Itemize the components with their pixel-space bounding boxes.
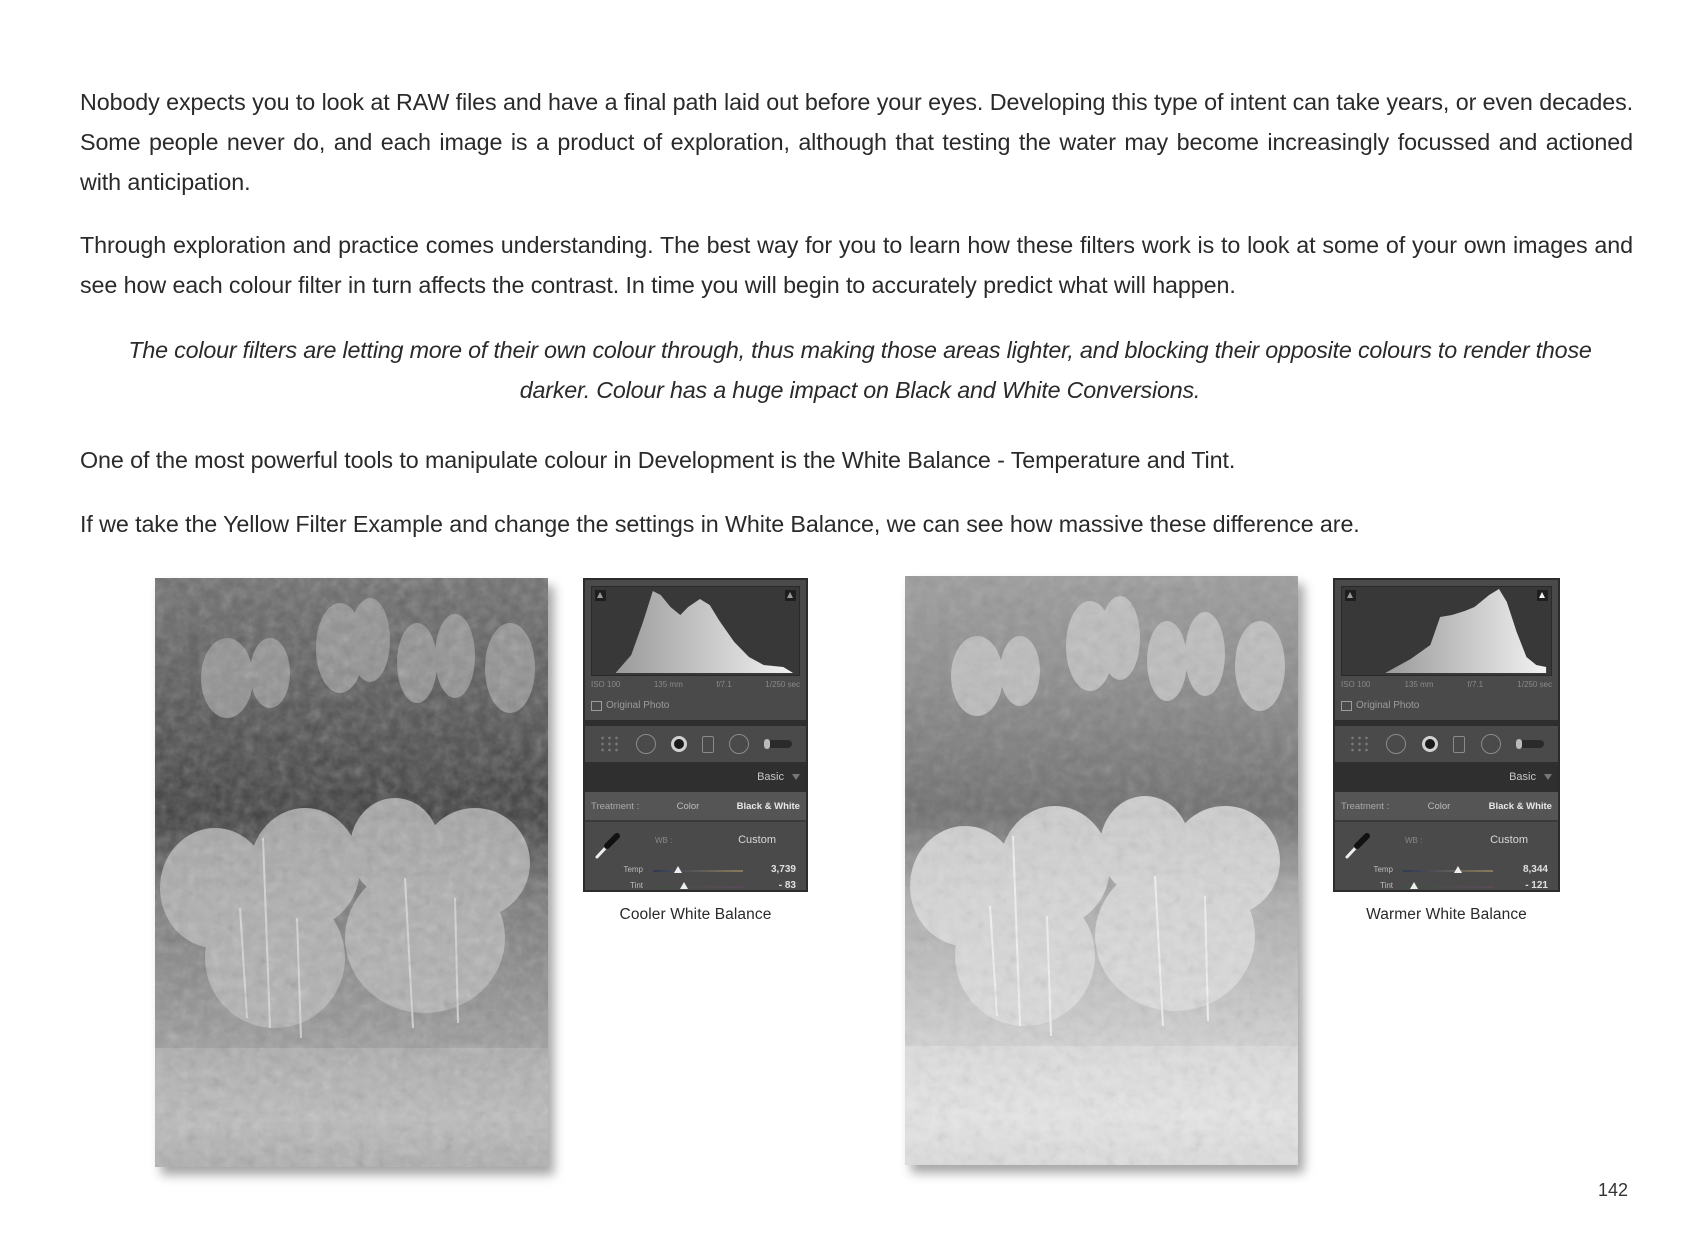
forest-photo-light xyxy=(905,576,1298,1165)
treatment-color-option[interactable]: Color xyxy=(1427,800,1451,812)
shadow-clipping-icon[interactable] xyxy=(595,590,606,601)
intro-paragraph: Nobody expects you to look at RAW files and have a final path laid out before your eyes. Developing this type of intent can take years, or even decades. Some people never do, and each image is a product of exploration, although that testing the water may become increasingly focussed and actioned with anticipation. xyxy=(80,89,1633,195)
temp-slider-row xyxy=(1335,864,1558,878)
focal-length: 135 mm xyxy=(653,680,683,689)
radial-filter-icon[interactable] xyxy=(729,734,749,754)
aperture: f/7.1 xyxy=(716,680,732,689)
exif-row xyxy=(591,680,800,694)
tint-value[interactable]: - 121 xyxy=(1525,880,1548,891)
eyedropper-icon[interactable] xyxy=(593,830,623,860)
original-photo-checkbox[interactable] xyxy=(1341,700,1419,711)
original-photo-checkbox[interactable] xyxy=(591,700,669,711)
graduated-filter-icon[interactable] xyxy=(1453,736,1465,753)
shutter-speed: 1/250 sec xyxy=(1517,680,1552,689)
warmer-caption: Warmer White Balance xyxy=(1366,906,1527,923)
temp-slider[interactable] xyxy=(1403,870,1493,872)
checkbox-icon xyxy=(1341,701,1352,711)
lightroom-develop-panel-cooler xyxy=(583,578,808,892)
focal-length: 135 mm xyxy=(1404,680,1434,689)
white-balance-controls xyxy=(1335,824,1558,890)
graduated-filter-icon[interactable] xyxy=(702,736,714,753)
eyedropper-icon[interactable] xyxy=(1343,830,1373,860)
original-photo-label: Original Photo xyxy=(1356,700,1420,711)
checkbox-icon xyxy=(591,701,602,711)
iso-value: ISO 100 xyxy=(1341,680,1371,689)
histogram xyxy=(1341,586,1552,676)
adjustment-brush-icon[interactable] xyxy=(1516,740,1544,748)
white-balance-controls xyxy=(585,824,806,890)
page-number: 142 xyxy=(1598,1180,1629,1200)
cooler-wb-photo xyxy=(155,578,548,1167)
collapse-triangle-icon xyxy=(1544,774,1552,780)
temp-slider-row xyxy=(585,864,806,878)
treatment-label: Treatment : xyxy=(591,800,640,812)
tool-strip xyxy=(1335,726,1558,762)
adjustment-brush-icon[interactable] xyxy=(764,740,792,748)
wb-preset-dropdown[interactable]: Custom xyxy=(738,834,776,846)
tint-slider-knob[interactable] xyxy=(1410,882,1418,889)
treatment-row xyxy=(585,792,806,822)
treatment-row xyxy=(1335,792,1558,822)
white-balance-paragraph: One of the most powerful tools to manipulate colour in Development is the White Balance - Temperature and Tint. xyxy=(80,447,1236,473)
tint-label: Tint xyxy=(1379,881,1393,890)
temp-slider-knob[interactable] xyxy=(1454,866,1462,873)
temp-label: Temp xyxy=(623,865,643,874)
crop-overlay-icon[interactable] xyxy=(599,735,621,753)
wb-preset-dropdown[interactable]: Custom xyxy=(1490,834,1528,846)
tint-slider[interactable] xyxy=(653,886,743,888)
basic-section-header[interactable] xyxy=(1335,762,1558,792)
temp-value[interactable]: 8,344 xyxy=(1522,864,1548,875)
treatment-bw-option[interactable]: Black & White xyxy=(1488,800,1552,812)
spot-removal-icon[interactable] xyxy=(1386,734,1406,754)
exploration-paragraph: Through exploration and practice comes understanding. The best way for you to learn how these filters work is to look at some of your own images and see how each colour filter in turn affects the contrast. In time you will begin to accurately predict what will happen. xyxy=(80,232,1633,298)
warmer-wb-photo xyxy=(905,576,1298,1165)
pull-quote: The colour filters are letting more of their own colour through, thus making those areas lighter, and blocking their opposite colours to render those darker. Colour has a huge impact on Black and White Conversions. xyxy=(128,337,1592,403)
temp-slider[interactable] xyxy=(653,870,743,872)
tint-slider-row xyxy=(585,880,806,894)
highlight-clipping-icon[interactable] xyxy=(785,590,796,601)
aperture: f/7.1 xyxy=(1467,680,1484,689)
yellow-filter-paragraph: If we take the Yellow Filter Example and change the settings in White Balance, we can see how massive these difference are. xyxy=(80,511,1360,537)
treatment-label: Treatment : xyxy=(1341,800,1390,812)
crop-overlay-icon[interactable] xyxy=(1349,735,1371,753)
section-title: Basic xyxy=(757,771,784,783)
basic-section-header[interactable] xyxy=(585,762,806,792)
section-title: Basic xyxy=(1509,771,1536,783)
tint-label: Tint xyxy=(629,881,643,890)
cooler-caption: Cooler White Balance xyxy=(619,906,772,923)
tool-strip xyxy=(585,726,806,762)
tint-value[interactable]: - 83 xyxy=(778,880,796,891)
wb-label: WB : xyxy=(1405,836,1423,845)
iso-value: ISO 100 xyxy=(591,680,621,689)
spot-removal-icon[interactable] xyxy=(636,734,656,754)
wb-label: WB : xyxy=(655,836,673,845)
tint-slider-knob[interactable] xyxy=(680,882,688,889)
highlight-clipping-icon[interactable] xyxy=(1537,590,1548,601)
lightroom-develop-panel-warmer xyxy=(1333,578,1560,892)
exif-row xyxy=(1341,680,1552,694)
tint-slider-row xyxy=(1335,880,1558,894)
histogram xyxy=(591,586,800,676)
collapse-triangle-icon xyxy=(792,774,800,780)
treatment-bw-option[interactable]: Black & White xyxy=(736,800,800,812)
red-eye-icon[interactable] xyxy=(1422,736,1438,752)
radial-filter-icon[interactable] xyxy=(1481,734,1501,754)
original-photo-label: Original Photo xyxy=(606,700,670,711)
shadow-clipping-icon[interactable] xyxy=(1345,590,1356,601)
temp-label: Temp xyxy=(1373,865,1393,874)
forest-photo-dark xyxy=(155,578,548,1167)
temp-slider-knob[interactable] xyxy=(674,866,682,873)
shutter-speed: 1/250 sec xyxy=(765,680,800,689)
temp-value[interactable]: 3,739 xyxy=(770,864,796,875)
red-eye-icon[interactable] xyxy=(671,736,687,752)
treatment-color-option[interactable]: Color xyxy=(676,800,700,812)
